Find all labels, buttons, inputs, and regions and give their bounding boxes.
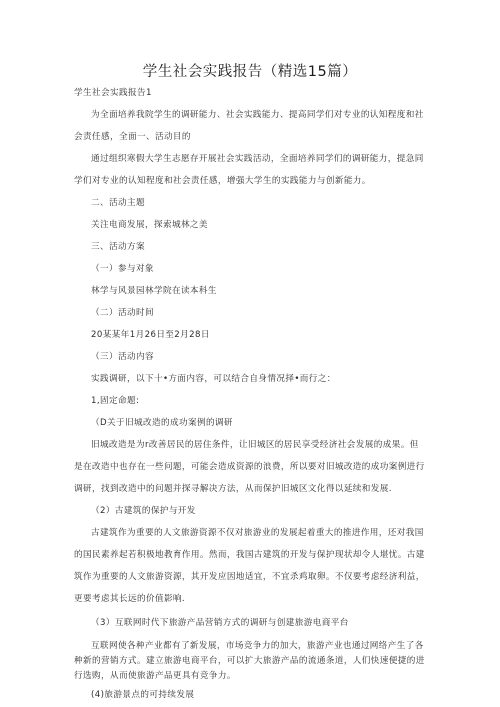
report-heading: 学生社会实践报告1 [74,88,152,98]
subheading-content: （三）活动内容 [91,352,154,362]
section-heading-theme: 二、活动主题 [91,198,145,208]
paragraph-goal: 通过组织寒假大学生志愿存开展社会实践活动，全面培养同学们的调研能力，提急同学们对专业的认知程度和社会责任感，增强大学生的实践能力与创新能力。 [74,154,424,186]
paragraph-theme: 关注电商发展，探索城林之美 [91,220,208,230]
paragraph-intro: 为全面培养我院学生的调研能力、社会实践能力、提高同学们对专业的认知程度和社会责任感，全面一、活动目的 [74,110,424,142]
paragraph-time: 20某某年1月26日至2月28日 [91,330,210,340]
topic-4-heading: (4)旅游景点的可持续发展 [91,690,195,700]
topic-2-heading: （2）古建筑的保护与开发 [91,506,196,516]
document-title: 学生社会实践报告（精选15篇） [142,64,358,80]
paragraph-participants: 林学与风景园林学院在读本科生 [91,286,217,296]
paragraph-content: 实践调研，以下十•方面内容，可以结合自身情况择•而行之： [91,374,336,384]
section-heading-plan: 三、活动方案 [91,242,145,252]
topic-2-body: 古建筑作为重要的人文旅游资源不仅对旅游业的发展起着重大的推进作用，还对我国的国民素养起若积极地教育作用。然而，我国古建筑的开发与保护现状却令人堪忧。古建筑作为重要的人文旅游资源，其开发应因地适宜，不宜杀鸡取卵。不仅要考虑经济利益，更要考虑其长远的价值影响. [74,528,425,604]
topic-1-heading: （D关于旧城改造的成功案例的调研 [91,418,233,428]
list-label-fixed-topics: 1,固定命题: [91,396,140,406]
subheading-participants: （一）参与对象 [91,264,154,274]
topic-3-heading: （3）互联网时代下旅游产品营销方式的调研与创建旅游电商平台 [91,618,349,628]
topic-3-body: 互联网使各种产业都有了新发展，市场竞争力的加大，旅游产业也通过网络产生了各种新的营销方式。建立旅游电商平台，可以扩大旅游产品的流通条道，人们快速便捷的进行选购，从而使旅游产品更具有竞争力。 [74,641,425,681]
subheading-time: （二）活动时间 [91,308,154,318]
topic-1-body: 旧城改造是为r改善居民的居住条件，让旧城区的居民享受经济社会发展的成果。但是在改造中也存在一些问题，可能会造成资源的浪费，所以要对旧城改造的成功案例进行调研，找到改造中的问题并探寻解决方法，从而保护旧城区文化得以延续和发展. [74,440,425,494]
